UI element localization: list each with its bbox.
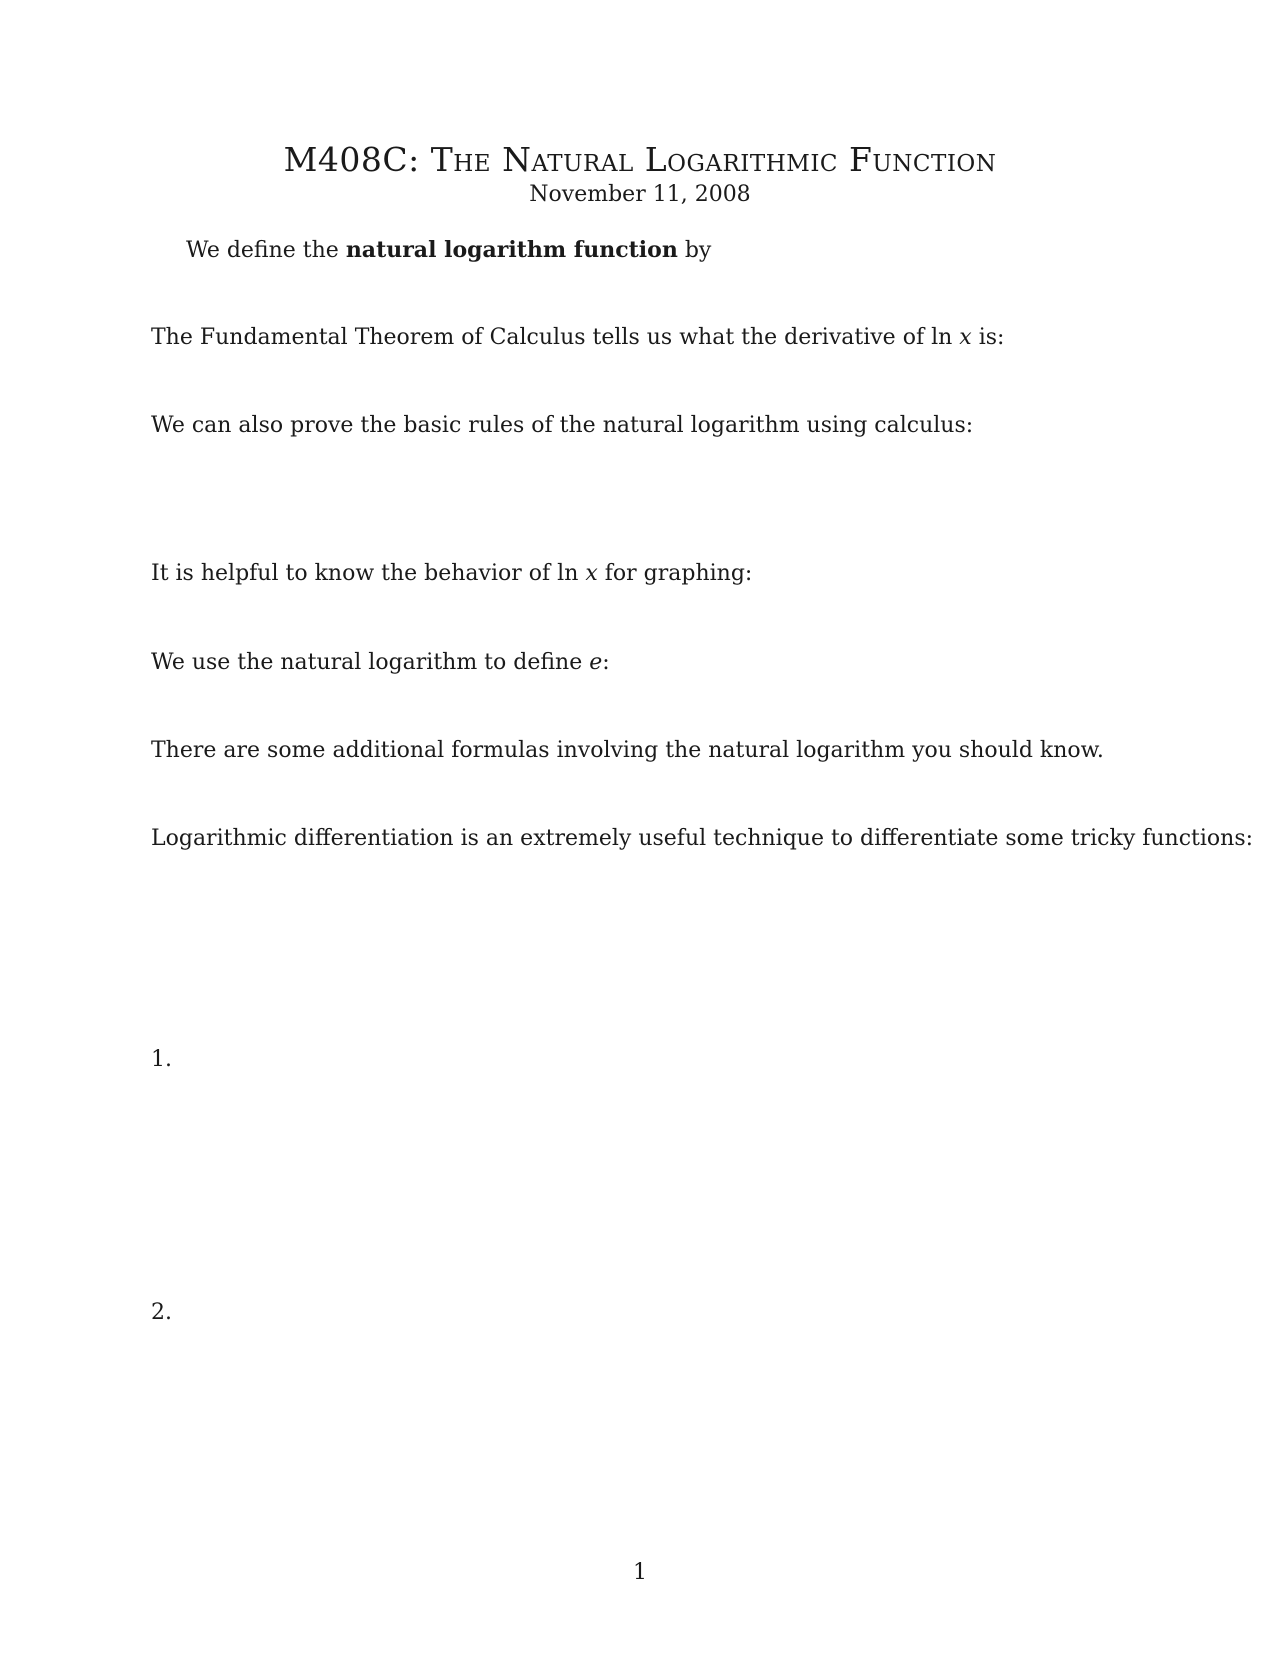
paragraph-derivative-text-1: The Fundamental Theorem of Calculus tells us what the derivative of ln — [151, 325, 960, 350]
paragraph-definition-bold: natural logarithm function — [345, 237, 678, 263]
document-title: M408C: The Natural Logarithmic Function — [283, 140, 997, 179]
paragraph-graphing-text-1: It is helpful to know the behavior of ln — [151, 561, 586, 586]
paragraph-graphing — [151, 561, 752, 587]
paragraph-derivative-var: x — [959, 325, 972, 350]
paragraph-derivative — [151, 325, 1004, 351]
paragraph-additional-formulas: There are some additional formulas involving the natural logarithm you should know. — [151, 738, 1104, 763]
paragraph-basic-rules: We can also prove the basic rules of the natural logarithm using calculus: — [151, 413, 974, 438]
page-number: 1 — [633, 1560, 647, 1585]
document-date: November 11, 2008 — [529, 182, 751, 207]
paragraph-definition-text-1: We define the — [186, 238, 346, 263]
paragraph-definition — [186, 237, 711, 264]
paragraph-define-e — [151, 650, 610, 676]
paragraph-definition-text-2: by — [677, 238, 712, 263]
paragraph-graphing-text-2: for graphing: — [597, 561, 753, 586]
list-item-1: 1. — [151, 1047, 172, 1072]
list-item-2: 2. — [151, 1300, 172, 1325]
paragraph-define-e-var: e — [589, 650, 603, 675]
paragraph-graphing-var: x — [585, 561, 598, 586]
paragraph-define-e-text-2: : — [602, 650, 610, 675]
paragraph-derivative-text-2: is: — [971, 325, 1005, 350]
paragraph-log-differentiation: Logarithmic differentiation is an extremely useful technique to differentiate some tricky functions: — [151, 826, 1254, 851]
paragraph-define-e-text-1: We use the natural logarithm to define — [151, 650, 590, 675]
